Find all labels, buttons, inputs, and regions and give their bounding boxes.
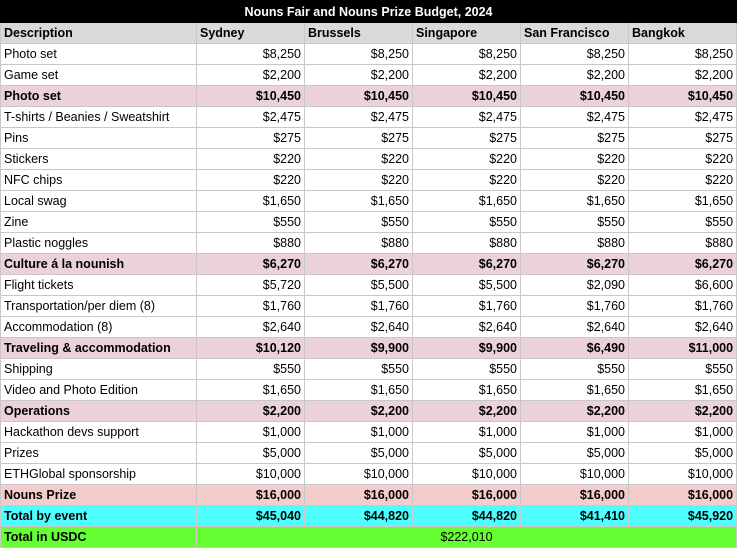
column-header-bangkok[interactable]: Bangkok: [629, 23, 737, 44]
value-cell-san-francisco[interactable]: $880: [521, 233, 629, 254]
row-label-cell[interactable]: Prizes: [1, 443, 197, 464]
row-label-cell[interactable]: Traveling & accommodation: [1, 338, 197, 359]
value-cell-singapore[interactable]: $1,650: [413, 380, 521, 401]
line-item-row: [1, 275, 737, 296]
sheet-title[interactable]: Nouns Fair and Nouns Prize Budget, 2024: [1, 1, 737, 23]
value-cell-sydney[interactable]: $1,760: [197, 296, 305, 317]
column-header-description[interactable]: Description: [1, 23, 197, 44]
value-cell-brussels[interactable]: $6,270: [305, 254, 413, 275]
value-cell-sydney[interactable]: $1,650: [197, 191, 305, 212]
value-cell-brussels[interactable]: $1,760: [305, 296, 413, 317]
line-item-row: [1, 359, 737, 380]
row-label-cell[interactable]: NFC chips: [1, 170, 197, 191]
value-cell-bangkok[interactable]: $2,640: [629, 317, 737, 338]
nouns-prize-row: [1, 485, 737, 506]
value-cell-sydney[interactable]: $550: [197, 359, 305, 380]
value-cell-san-francisco[interactable]: $2,200: [521, 401, 629, 422]
row-label-cell[interactable]: Zine: [1, 212, 197, 233]
value-cell-san-francisco[interactable]: $1,760: [521, 296, 629, 317]
value-cell-sydney[interactable]: $10,000: [197, 464, 305, 485]
value-cell-sydney[interactable]: $16,000: [197, 485, 305, 506]
value-cell-bangkok[interactable]: $550: [629, 212, 737, 233]
line-item-row: [1, 44, 737, 65]
value-cell-brussels[interactable]: $880: [305, 233, 413, 254]
value-cell-san-francisco[interactable]: $275: [521, 128, 629, 149]
value-cell-brussels[interactable]: $1,650: [305, 191, 413, 212]
value-cell-sydney[interactable]: $5,720: [197, 275, 305, 296]
column-header-brussels[interactable]: Brussels: [305, 23, 413, 44]
value-cell-brussels[interactable]: $2,200: [305, 65, 413, 86]
value-cell-singapore[interactable]: $2,640: [413, 317, 521, 338]
value-cell-brussels[interactable]: $2,200: [305, 401, 413, 422]
value-cell-sydney[interactable]: $880: [197, 233, 305, 254]
value-cell-sydney[interactable]: $45,040: [197, 506, 305, 527]
row-label-cell[interactable]: Plastic noggles: [1, 233, 197, 254]
value-cell-san-francisco[interactable]: $6,490: [521, 338, 629, 359]
value-cell-san-francisco[interactable]: $1,650: [521, 380, 629, 401]
subtotal-row: [1, 401, 737, 422]
value-cell-singapore[interactable]: $1,760: [413, 296, 521, 317]
value-cell-san-francisco[interactable]: $2,640: [521, 317, 629, 338]
value-cell-brussels[interactable]: $10,000: [305, 464, 413, 485]
value-cell-brussels[interactable]: $2,475: [305, 107, 413, 128]
value-cell-bangkok[interactable]: $10,000: [629, 464, 737, 485]
value-cell-san-francisco[interactable]: $41,410: [521, 506, 629, 527]
value-cell-san-francisco[interactable]: $1,650: [521, 191, 629, 212]
row-label-cell[interactable]: Photo set: [1, 44, 197, 65]
value-cell-brussels[interactable]: $275: [305, 128, 413, 149]
row-label-cell[interactable]: Photo set: [1, 86, 197, 107]
value-cell-bangkok[interactable]: $220: [629, 170, 737, 191]
value-cell-bangkok[interactable]: $550: [629, 359, 737, 380]
value-cell-singapore[interactable]: $2,200: [413, 65, 521, 86]
value-cell-bangkok[interactable]: $1,000: [629, 422, 737, 443]
row-label-cell[interactable]: Flight tickets: [1, 275, 197, 296]
value-cell-singapore[interactable]: $275: [413, 128, 521, 149]
value-cell-brussels[interactable]: $5,000: [305, 443, 413, 464]
value-cell-san-francisco[interactable]: $10,000: [521, 464, 629, 485]
value-cell-san-francisco[interactable]: $220: [521, 149, 629, 170]
value-cell-brussels[interactable]: $8,250: [305, 44, 413, 65]
value-cell-bangkok[interactable]: $5,000: [629, 443, 737, 464]
value-cell-san-francisco[interactable]: $550: [521, 359, 629, 380]
row-label-cell[interactable]: Operations: [1, 401, 197, 422]
value-cell-bangkok[interactable]: $880: [629, 233, 737, 254]
value-cell-sydney[interactable]: $550: [197, 212, 305, 233]
value-cell-bangkok[interactable]: $220: [629, 149, 737, 170]
value-cell-sydney[interactable]: $2,200: [197, 401, 305, 422]
row-label-cell[interactable]: T-shirts / Beanies / Sweatshirt: [1, 107, 197, 128]
subtotal-row: [1, 86, 737, 107]
line-item-row: [1, 296, 737, 317]
value-cell-bangkok[interactable]: $1,650: [629, 380, 737, 401]
value-cell-sydney[interactable]: $5,000: [197, 443, 305, 464]
line-item-row: [1, 443, 737, 464]
subtotal-row: [1, 254, 737, 275]
value-cell-sydney[interactable]: $275: [197, 128, 305, 149]
row-label-cell[interactable]: Culture á la nounish: [1, 254, 197, 275]
header-row: [1, 23, 737, 44]
value-cell-san-francisco[interactable]: $220: [521, 170, 629, 191]
row-label-cell[interactable]: Shipping: [1, 359, 197, 380]
value-cell-bangkok[interactable]: $2,475: [629, 107, 737, 128]
grand-total-row: [1, 527, 737, 548]
value-cell-brussels[interactable]: $9,900: [305, 338, 413, 359]
value-cell-singapore[interactable]: $5,000: [413, 443, 521, 464]
value-cell-brussels[interactable]: $550: [305, 212, 413, 233]
subtotal-row: [1, 338, 737, 359]
value-cell-singapore[interactable]: $2,200: [413, 401, 521, 422]
line-item-row: [1, 422, 737, 443]
value-cell-bangkok[interactable]: $2,200: [629, 65, 737, 86]
column-header-san-francisco[interactable]: San Francisco: [521, 23, 629, 44]
row-label-cell[interactable]: Stickers: [1, 149, 197, 170]
line-item-row: [1, 149, 737, 170]
row-label-cell[interactable]: Accommodation (8): [1, 317, 197, 338]
value-cell-sydney[interactable]: $2,640: [197, 317, 305, 338]
value-cell-sydney[interactable]: $10,120: [197, 338, 305, 359]
total-by-event-row: [1, 506, 737, 527]
value-cell-bangkok[interactable]: $2,200: [629, 401, 737, 422]
value-cell-bangkok[interactable]: $6,600: [629, 275, 737, 296]
value-cell-singapore[interactable]: $10,000: [413, 464, 521, 485]
value-cell-bangkok[interactable]: $275: [629, 128, 737, 149]
value-cell-singapore[interactable]: $9,900: [413, 338, 521, 359]
value-cell-singapore[interactable]: $6,270: [413, 254, 521, 275]
value-cell-bangkok[interactable]: $8,250: [629, 44, 737, 65]
value-cell-san-francisco[interactable]: $8,250: [521, 44, 629, 65]
value-cell-brussels[interactable]: $550: [305, 359, 413, 380]
value-cell-singapore[interactable]: $10,450: [413, 86, 521, 107]
line-item-row: [1, 65, 737, 86]
value-cell-sydney[interactable]: $1,000: [197, 422, 305, 443]
value-cell-brussels[interactable]: $16,000: [305, 485, 413, 506]
line-item-row: [1, 212, 737, 233]
grand-total-label[interactable]: Total in USDC: [1, 527, 197, 548]
value-cell-singapore[interactable]: $220: [413, 149, 521, 170]
value-cell-singapore[interactable]: $8,250: [413, 44, 521, 65]
value-cell-sydney[interactable]: $2,475: [197, 107, 305, 128]
value-cell-singapore[interactable]: $1,650: [413, 191, 521, 212]
value-cell-bangkok[interactable]: $1,760: [629, 296, 737, 317]
row-label-cell[interactable]: Total by event: [1, 506, 197, 527]
value-cell-san-francisco[interactable]: $2,475: [521, 107, 629, 128]
line-item-row: [1, 191, 737, 212]
value-cell-bangkok[interactable]: $1,650: [629, 191, 737, 212]
grand-total-value[interactable]: $222,010: [197, 527, 737, 548]
value-cell-san-francisco[interactable]: $550: [521, 212, 629, 233]
value-cell-singapore[interactable]: $550: [413, 212, 521, 233]
row-label-cell[interactable]: ETHGlobal sponsorship: [1, 464, 197, 485]
value-cell-san-francisco[interactable]: $2,090: [521, 275, 629, 296]
value-cell-san-francisco[interactable]: $6,270: [521, 254, 629, 275]
value-cell-singapore[interactable]: $1,000: [413, 422, 521, 443]
value-cell-sydney[interactable]: $220: [197, 170, 305, 191]
value-cell-bangkok[interactable]: $6,270: [629, 254, 737, 275]
row-label-cell[interactable]: Pins: [1, 128, 197, 149]
value-cell-bangkok[interactable]: $10,450: [629, 86, 737, 107]
column-header-sydney[interactable]: Sydney: [197, 23, 305, 44]
value-cell-san-francisco[interactable]: $5,000: [521, 443, 629, 464]
value-cell-singapore[interactable]: $2,475: [413, 107, 521, 128]
line-item-row: [1, 233, 737, 254]
value-cell-sydney[interactable]: $10,450: [197, 86, 305, 107]
value-cell-bangkok[interactable]: $45,920: [629, 506, 737, 527]
value-cell-sydney[interactable]: $220: [197, 149, 305, 170]
line-item-row: [1, 107, 737, 128]
value-cell-singapore[interactable]: $5,500: [413, 275, 521, 296]
line-item-row: [1, 380, 737, 401]
value-cell-singapore[interactable]: $16,000: [413, 485, 521, 506]
row-label-cell[interactable]: Hackathon devs support: [1, 422, 197, 443]
row-label-cell[interactable]: Nouns Prize: [1, 485, 197, 506]
value-cell-sydney[interactable]: $1,650: [197, 380, 305, 401]
value-cell-sydney[interactable]: $2,200: [197, 65, 305, 86]
value-cell-san-francisco[interactable]: $16,000: [521, 485, 629, 506]
row-label-cell[interactable]: Transportation/per diem (8): [1, 296, 197, 317]
value-cell-brussels[interactable]: $5,500: [305, 275, 413, 296]
value-cell-bangkok[interactable]: $11,000: [629, 338, 737, 359]
value-cell-sydney[interactable]: $6,270: [197, 254, 305, 275]
line-item-row: [1, 170, 737, 191]
value-cell-singapore[interactable]: $44,820: [413, 506, 521, 527]
line-item-row: [1, 464, 737, 485]
value-cell-brussels[interactable]: $220: [305, 149, 413, 170]
title-row: [1, 1, 737, 23]
line-item-row: [1, 317, 737, 338]
value-cell-sydney[interactable]: $8,250: [197, 44, 305, 65]
column-header-singapore[interactable]: Singapore: [413, 23, 521, 44]
row-label-cell[interactable]: Local swag: [1, 191, 197, 212]
row-label-cell[interactable]: Video and Photo Edition: [1, 380, 197, 401]
value-cell-brussels[interactable]: $1,000: [305, 422, 413, 443]
value-cell-san-francisco[interactable]: $1,000: [521, 422, 629, 443]
value-cell-san-francisco[interactable]: $2,200: [521, 65, 629, 86]
value-cell-brussels[interactable]: $10,450: [305, 86, 413, 107]
value-cell-brussels[interactable]: $2,640: [305, 317, 413, 338]
line-item-row: [1, 128, 737, 149]
value-cell-singapore[interactable]: $880: [413, 233, 521, 254]
value-cell-brussels[interactable]: $44,820: [305, 506, 413, 527]
value-cell-brussels[interactable]: $220: [305, 170, 413, 191]
value-cell-brussels[interactable]: $1,650: [305, 380, 413, 401]
row-label-cell[interactable]: Game set: [1, 65, 197, 86]
value-cell-san-francisco[interactable]: $10,450: [521, 86, 629, 107]
value-cell-singapore[interactable]: $220: [413, 170, 521, 191]
value-cell-singapore[interactable]: $550: [413, 359, 521, 380]
value-cell-bangkok[interactable]: $16,000: [629, 485, 737, 506]
